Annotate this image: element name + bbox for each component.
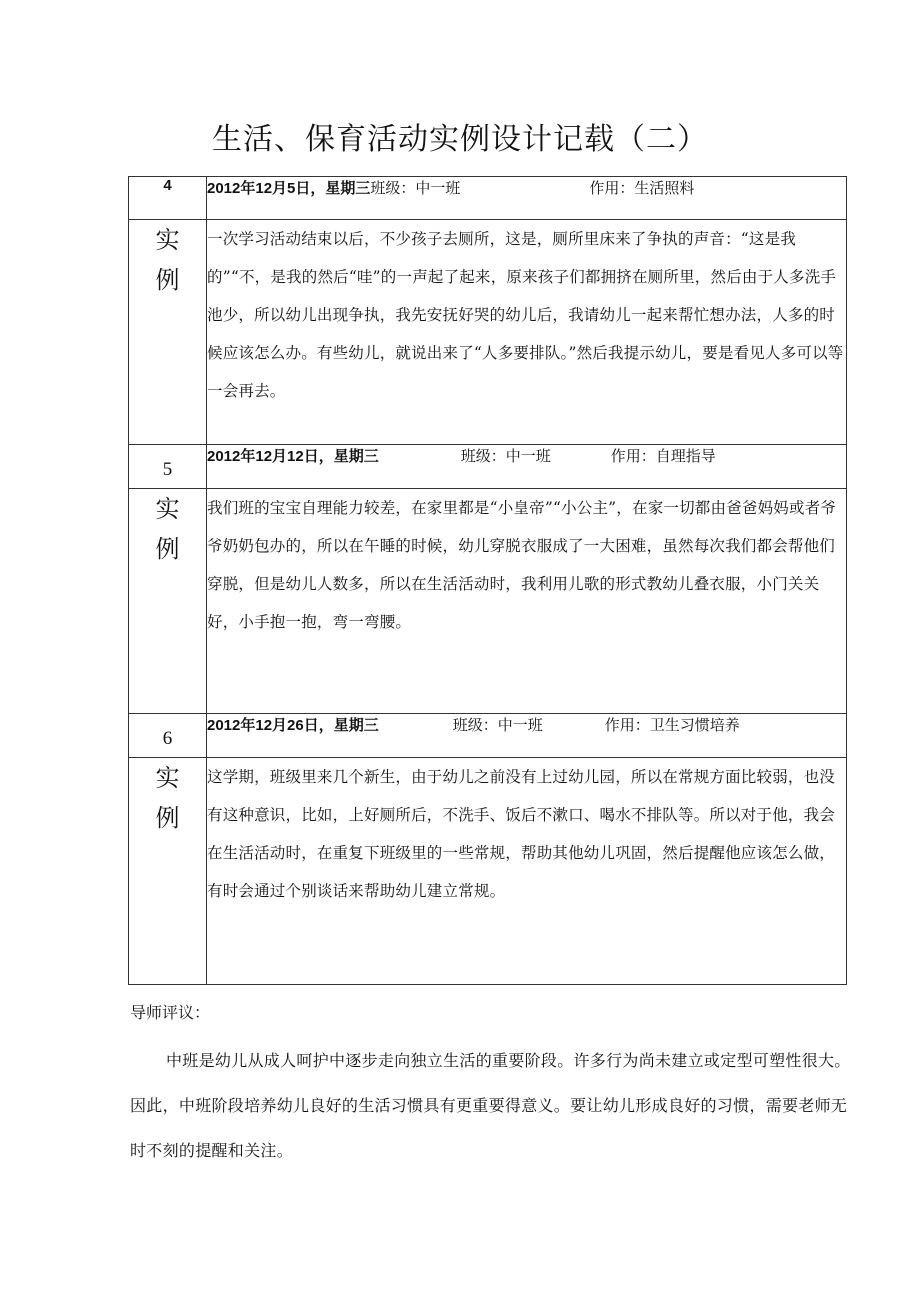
record-date: 2012年12月5日，星期三 [207,180,371,197]
record-header-row [129,445,847,489]
record-body-row [129,220,847,445]
record-text: 我们班的宝宝自理能力较差，在家里都是“小皇帝”“小公主”，在家一切都由爸爸妈妈或者爷爷奶奶包办的，所以在午睡的时候，幼儿穿脱衣服成了一大困难，虽然每次我们都会帮他们穿脱，但是幼儿人数多，所以在生活活动时，我利用儿歌的形式教幼儿叠衣服，小门关关好，小手抱一抱，弯一弯腰。 [207,489,847,714]
record-header [207,177,847,220]
record-purpose: 作用：自理指导 [610,447,716,465]
record-label-line1: 实 [155,495,180,523]
record-number: 5 [129,445,207,489]
record-label-line2: 例 [155,266,180,294]
record-purpose: 作用：生活照料 [589,179,695,197]
record-header [207,714,847,758]
record-label-line2: 例 [155,535,180,563]
record-class: 班级：中一班 [370,179,461,197]
record-label [129,758,207,985]
record-label-line1: 实 [155,764,180,792]
record-label [129,220,207,445]
comment-label: 导师评议： [130,1003,211,1022]
record-class: 班级：中一班 [452,716,543,734]
page-title: 生活、保育活动实例设计记载（二） [212,122,708,157]
record-body-row [129,758,847,985]
record-header-row [129,714,847,758]
record-label [129,489,207,714]
record-class: 班级：中一班 [460,447,551,465]
activity-record-table [128,176,847,985]
record-text: 这学期，班级里来几个新生，由于幼儿之前没有上过幼儿园，所以在常规方面比较弱，也没有这种意识，比如，上好厕所后，不洗手、饭后不漱口、喝水不排队等。所以对于他，我会在生活活动时，在重复下班级里的一些常规，帮助其他幼儿巩固，然后提醒他应该怎么做，有时会通过个别谈话来帮助幼儿建立常规。 [207,758,847,985]
record-purpose: 作用：卫生习惯培养 [604,716,740,734]
record-text: 一次学习活动结束以后，不少孩子去厕所，这是，厕所里床来了争执的声音：“这是我的”“不，是我的然后“哇”的一声起了起来，原来孩子们都拥挤在厕所里，然后由于人多洗手池少，所以幼儿出现争执，我先安抚好哭的幼儿后，我请幼儿一起来帮忙想办法，人多的时候应该怎么办。有些幼儿，就说出来了“人多要排队。”然后我提示幼儿，要是看见人多可以等一会再去。 [207,220,847,445]
record-header-row [129,177,847,220]
record-label-line2: 例 [155,804,180,832]
record-date: 2012年12月12日，星期三 [207,448,379,465]
record-number: 6 [129,714,207,758]
comment-text: 中班是幼儿从成人呵护中逐步走向独立生活的重要阶段。许多行为尚未建立或定型可塑性很大。因此，中班阶段培养幼儿良好的生活习惯具有更重要得意义。要让幼儿形成良好的习惯，需要老师无时不刻的提醒和关注。 [130,1051,851,1160]
record-label-line1: 实 [155,226,180,254]
record-number: 4 [129,177,207,220]
record-body-row [129,489,847,714]
record-header [207,445,847,489]
record-date: 2012年12月26日，星期三 [207,717,379,734]
